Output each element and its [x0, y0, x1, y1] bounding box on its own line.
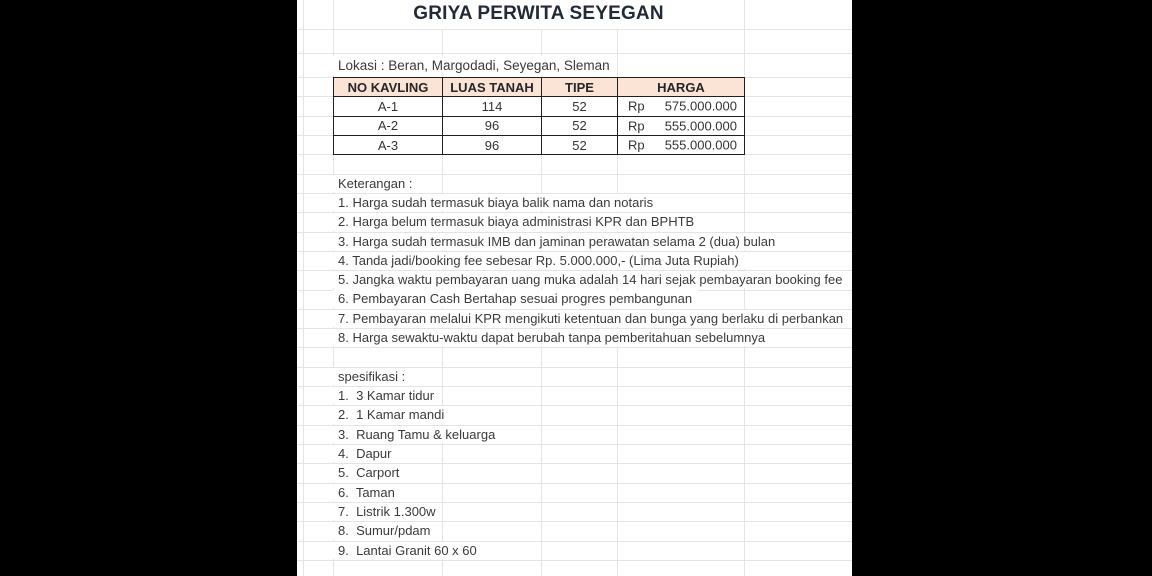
- spesifikasi-item: [333, 463, 852, 482]
- keterangan-item: [333, 270, 852, 289]
- spesifikasi-item-text: 8. Sumur/pdam: [333, 522, 437, 539]
- keterangan-item: [333, 212, 852, 231]
- keterangan-item: [333, 289, 852, 308]
- cell-tipe: 52: [542, 97, 618, 116]
- spesifikasi-item-text: 3. Ruang Tamu & keluarga: [333, 426, 501, 443]
- price-value: 575.000.000: [664, 98, 737, 114]
- cell-luas: 96: [443, 135, 542, 154]
- keterangan-item: [333, 232, 852, 251]
- left-letterbox: [0, 0, 297, 576]
- keterangan-item-text: 3. Harga sudah termasuk IMB dan jaminan perawatan selama 2 (dua) bulan: [333, 233, 781, 250]
- spesifikasi-item: [333, 502, 852, 521]
- price-value: 555.000.000: [664, 118, 737, 134]
- keterangan-item-text: 1. Harga sudah termasuk biaya balik nama dan notaris: [333, 194, 659, 211]
- right-letterbox: [852, 0, 1152, 576]
- currency-label: Rp: [628, 118, 645, 134]
- spesifikasi-item-text: 4. Dapur: [333, 445, 397, 462]
- spesifikasi-item-text: 7. Listrik 1.300w: [333, 503, 442, 520]
- cell-tipe: 52: [542, 116, 618, 135]
- price-table: [333, 77, 745, 155]
- location-line: [333, 53, 616, 77]
- keterangan-heading: Keterangan :: [333, 175, 418, 192]
- spesifikasi-item-text: 2. 1 Kamar mandi: [333, 406, 450, 423]
- spesifikasi-item: [333, 541, 852, 560]
- col-header-luas-tanah: LUAS TANAH: [443, 78, 542, 97]
- keterangan-item-text: 7. Pembayaran melalui KPR mengikuti ketentuan dan bunga yang berlaku di perbankan: [333, 310, 849, 327]
- spesifikasi-heading: spesifikasi :: [333, 368, 411, 385]
- spesifikasi-item: [333, 386, 852, 405]
- col-header-tipe: TIPE: [542, 78, 618, 97]
- col-header-harga: HARGA: [618, 78, 745, 97]
- currency-label: Rp: [628, 98, 645, 114]
- spesifikasi-item: [333, 521, 852, 540]
- keterangan-item: [333, 251, 852, 270]
- spesifikasi-item: [333, 425, 852, 444]
- keterangan-item-text: 5. Jangka waktu pembayaran uang muka adalah 14 hari sejak pembayaran booking fee: [333, 271, 848, 288]
- cell-luas: 96: [443, 116, 542, 135]
- keterangan-item-text: 2. Harga belum termasuk biaya administrasi KPR dan BPHTB: [333, 213, 700, 230]
- cell-harga: [618, 135, 745, 154]
- cell-harga: [618, 97, 745, 116]
- cell-kavling: A-3: [334, 135, 443, 154]
- spesifikasi-item-text: 9. Lantai Granit 60 x 60: [333, 542, 483, 559]
- keterangan-item-text: 8. Harga sewaktu-waktu dapat berubah tanpa pemberitahuan sebelumnya: [333, 329, 771, 346]
- keterangan-item-text: 6. Pembayaran Cash Bertahap sesuai progres pembangunan: [333, 290, 698, 307]
- spesifikasi-item-text: 5. Carport: [333, 464, 405, 481]
- price-value: 555.000.000: [664, 137, 737, 153]
- table-header-row: [334, 78, 745, 97]
- table-row: [334, 135, 745, 154]
- cell-harga: [618, 116, 745, 135]
- cell-tipe: 52: [542, 135, 618, 154]
- keterangan-heading-row: [333, 174, 852, 193]
- spesifikasi-item-text: 1. 3 Kamar tidur: [333, 387, 440, 404]
- keterangan-item: [333, 309, 852, 328]
- cell-kavling: A-2: [334, 116, 443, 135]
- keterangan-item-text: 4. Tanda jadi/booking fee sebesar Rp. 5.000.000,- (Lima Juta Rupiah): [333, 252, 745, 269]
- table-row: [334, 116, 745, 135]
- location-text: Lokasi : Beran, Margodadi, Seyegan, Sleman: [333, 56, 616, 75]
- spesifikasi-item-text: 6. Taman: [333, 484, 401, 501]
- sheet-area: [297, 0, 852, 576]
- cell-luas: 114: [443, 97, 542, 116]
- blank-row: [333, 347, 852, 366]
- keterangan-item: [333, 193, 852, 212]
- col-header-no-kavling: NO KAVLING: [334, 78, 443, 97]
- keterangan-item: [333, 328, 852, 347]
- spesifikasi-item: [333, 405, 852, 424]
- currency-label: Rp: [628, 137, 645, 153]
- table-row: [334, 97, 745, 116]
- notes-section: [333, 174, 852, 560]
- spesifikasi-item: [333, 444, 852, 463]
- cell-kavling: A-1: [334, 97, 443, 116]
- spesifikasi-heading-row: [333, 367, 852, 386]
- spesifikasi-item: [333, 483, 852, 502]
- page-title: GRIYA PERWITA SEYEGAN: [334, 0, 743, 28]
